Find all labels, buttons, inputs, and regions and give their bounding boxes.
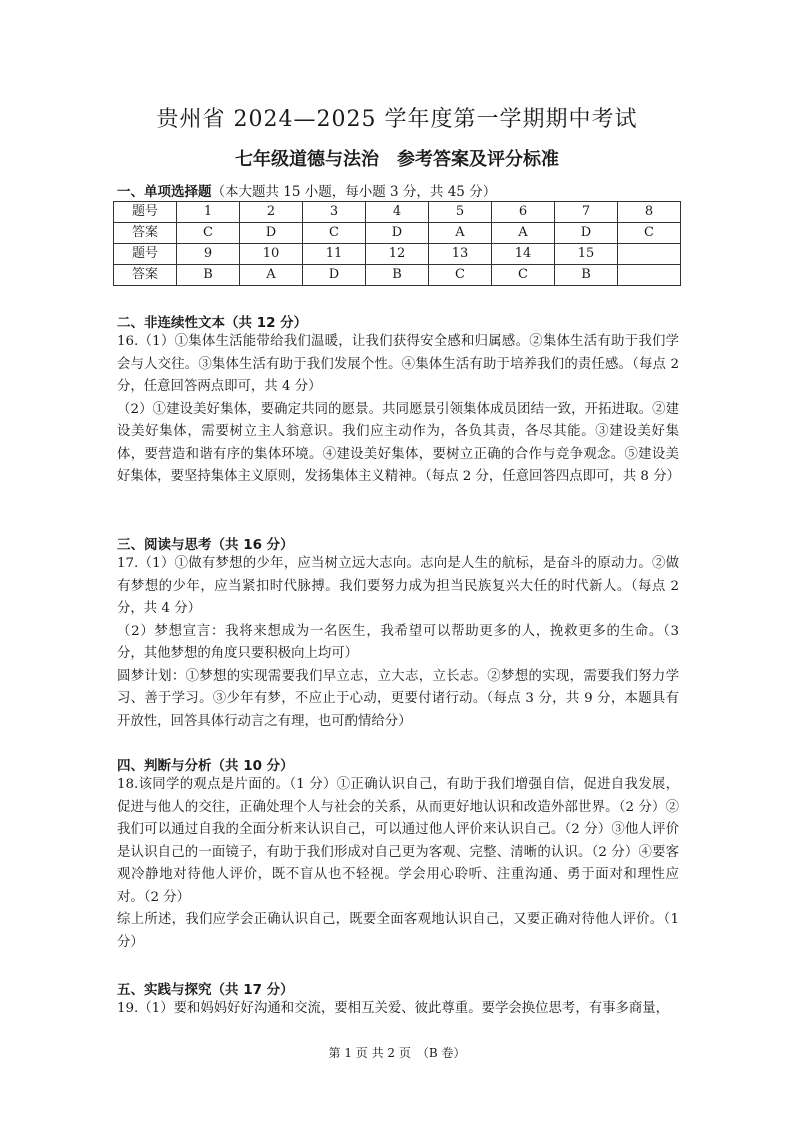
table-cell: C	[492, 265, 555, 286]
table-row-header: 答案	[114, 265, 177, 286]
q17-part3: 圆梦计划：①梦想的实现需要我们早立志，立大志，立长志。②梦想的实现，需要我们努力学习、善于学习。③少年有梦，不应止于心动，更要付诸行动。（每点 3 分，共 9 分，本题具有开放性，回答具体行动言之有理，也可酌情给分）	[117, 668, 679, 729]
q16-part1: 16.（1）①集体生活能带给我们温暖，让我们获得安全感和归属感。②集体生活有助于我们学会与人交往。③集体生活有助于我们发展个性。④集体生活有助于培养我们的责任感。（每点 2 分，任意回答两点即可，共 4 分）	[117, 334, 679, 394]
q19-part1: 19.（1）要和妈妈好好沟通和交流，要相互关爱、彼此尊重。要学会换位思考，有事多商量，	[117, 1001, 670, 1016]
q17-answer	[117, 553, 679, 733]
table-cell: A	[492, 223, 555, 244]
table-row-header: 答案	[114, 223, 177, 244]
table-cell: 9	[177, 244, 240, 265]
table-row	[114, 223, 681, 244]
q18-part1: 18.该同学的观点是片面的。（1 分）①正确认识自己，有助于我们增强自信，促进自我发展，促进与他人的交往，正确处理个人与社会的关系，从而更好地认识和改造外部世界。（2 分）②我们可以通过自我的全面分析来认识自己，可以通过他人评价来认识自己。（2 分）③他人评价是认识自己的一面镜子，有助于我们形成对自己更为客观、完整、清晰的认识。（2 分）④要客观冷静地对待他人评价，既不盲从也不轻视。学会用心聆听、注重沟通、勇于面对和理性应对。（2 分）	[117, 777, 679, 905]
section-1-heading	[117, 180, 496, 200]
table-cell: 4	[366, 202, 429, 223]
q19-answer	[117, 998, 679, 1021]
table-cell: A	[240, 265, 303, 286]
table-cell: 2	[240, 202, 303, 223]
table-cell: A	[429, 223, 492, 244]
table-cell	[618, 265, 681, 286]
table-cell: D	[303, 265, 366, 286]
table-row	[114, 244, 681, 265]
table-cell: 8	[618, 202, 681, 223]
table-cell: 1	[177, 202, 240, 223]
section-3-heading	[117, 533, 294, 553]
section-3-title: 三、阅读与思考（共 16 分）	[117, 537, 294, 553]
table-row-header: 题号	[114, 202, 177, 223]
table-cell: C	[177, 223, 240, 244]
section-4-title: 四、判断与分析（共 10 分）	[117, 758, 294, 774]
table-cell: 13	[429, 244, 492, 265]
q18-part2: 综上所述，我们应学会正确认识自己，既要全面客观地认识自己，又要正确对待他人评价。（1 分）	[117, 912, 679, 950]
section-1-title: 一、单项选择题	[117, 184, 212, 200]
table-cell: D	[366, 223, 429, 244]
table-row	[114, 202, 681, 223]
table-cell: 6	[492, 202, 555, 223]
table-cell: 15	[555, 244, 618, 265]
table-cell: 14	[492, 244, 555, 265]
q17-part1: 17.（1）①做有梦想的少年，应当树立远大志向。志向是人生的航标，是奋斗的原动力。②做有梦想的少年，应当紧扣时代脉搏。我们要努力成为担当民族复兴大任的时代新人。（每点 2 分，共 4 分）	[117, 556, 679, 616]
section-5-heading	[117, 978, 294, 998]
table-cell: D	[555, 223, 618, 244]
q16-part2: （2）①建设美好集体，要确定共同的愿景。共同愿景引领集体成员团结一致，开拓进取。②建设美好集体，需要树立主人翁意识。我们应主动作为，各负其责，各尽其能。③建设美好集体，要营造和谐有序的集体环境。④建设美好集体，要树立正确的合作与竞争观念。⑤建设美好集体，要坚持集体主义原则，发扬集体主义精神。（每点 2 分，任意回答四点即可，共 8 分）	[117, 401, 680, 484]
exam-subtitle: 七年级道德与法治 参考答案及评分标准	[235, 149, 559, 170]
section-2-title: 二、非连续性文本（共 12 分）	[117, 315, 308, 331]
answer-table	[113, 201, 681, 286]
table-row-header: 题号	[114, 244, 177, 265]
table-cell: D	[240, 223, 303, 244]
q17-part2: （2）梦想宣言：我将来想成为一名医生，我希望可以帮助更多的人，挽救更多的生命。（3 分，其他梦想的角度只要积极向上均可）	[117, 623, 679, 661]
section-4-heading	[117, 754, 294, 774]
q16-answer	[117, 331, 679, 489]
section-5-title: 五、实践与探究（共 17 分）	[117, 982, 294, 998]
table-cell: B	[366, 265, 429, 286]
exam-title: 贵州省 2024—2025 学年度第一学期期中考试	[156, 107, 638, 132]
table-cell: 3	[303, 202, 366, 223]
q18-answer	[117, 774, 679, 954]
table-row	[114, 265, 681, 286]
table-cell: 5	[429, 202, 492, 223]
table-cell: 12	[366, 244, 429, 265]
page-footer: 第 1 页 共 2 页 （B 卷）	[328, 1046, 466, 1060]
table-cell: B	[177, 265, 240, 286]
table-cell: 11	[303, 244, 366, 265]
table-cell: 7	[555, 202, 618, 223]
section-2-heading	[117, 311, 307, 331]
table-cell: C	[618, 223, 681, 244]
table-cell: C	[303, 223, 366, 244]
table-cell: 10	[240, 244, 303, 265]
section-1-note: （本大题共 15 小题，每小题 3 分，共 45 分）	[211, 184, 497, 200]
table-cell: B	[555, 265, 618, 286]
table-cell	[618, 244, 681, 265]
table-cell: C	[429, 265, 492, 286]
